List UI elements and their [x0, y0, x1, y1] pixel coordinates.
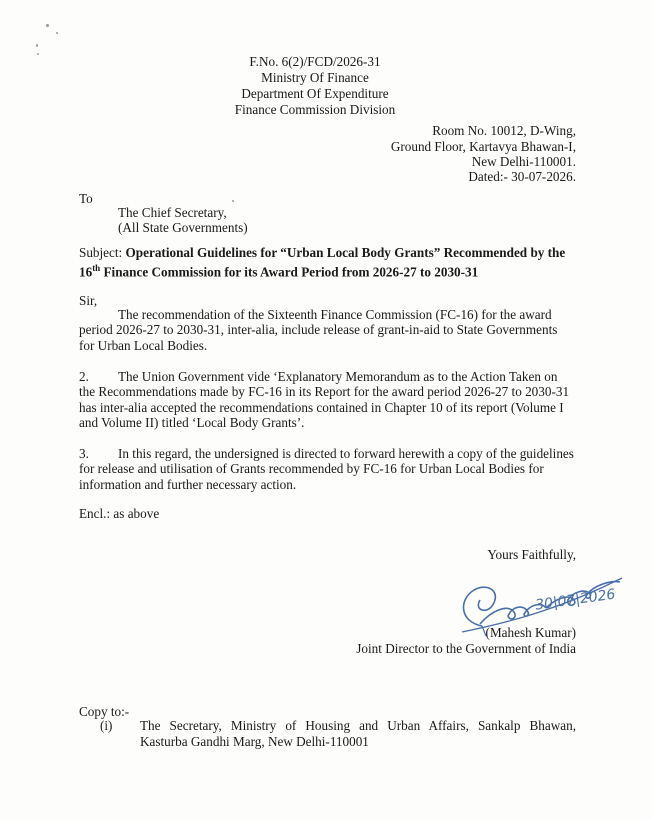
address-line: Ground Floor, Kartavya Bhawan-I,	[390, 139, 576, 154]
file-number: F.No. 6(2)/FCD/2026-31	[249, 54, 381, 69]
signatory-designation: Joint Director to the Government of India	[356, 641, 576, 656]
closing-phrase: Yours Faithfully,	[487, 547, 576, 562]
paragraph-line: period 2026-27 to 2030-31, inter-alia, include release of grant-in-aid to State Governments	[79, 322, 558, 337]
paragraph-line: has inter-alia accepted the recommendations contained in Chapter 10 of its report (Volume I	[79, 400, 564, 415]
paragraph-line: and Volume II) titled ‘Local Body Grants’.	[79, 415, 305, 430]
paragraph-number: 2.	[79, 369, 89, 384]
subject-line	[79, 245, 565, 261]
scan-speck	[36, 44, 38, 47]
subject-text-2: Finance Commission for its Award Period from 2026-27 to 2030-31	[100, 264, 479, 280]
recipient-sub: (All State Governments)	[118, 220, 248, 235]
subject-line-2	[79, 260, 478, 280]
paragraph-number: 3.	[79, 446, 89, 461]
recipient: The Chief Secretary,	[118, 205, 227, 220]
subject-ordinal-suffix: th	[92, 263, 101, 273]
paragraph-line: information and further necessary action.	[79, 477, 297, 492]
department-name: Department Of Expenditure	[241, 86, 389, 101]
letter-date: Dated:- 30-07-2026.	[468, 169, 576, 184]
subject-label: Subject:	[79, 245, 123, 260]
to-label: To	[79, 191, 93, 206]
subject-text: Operational Guidelines for “Urban Local Body Grants” Recommended by the	[125, 245, 566, 260]
paragraph-line: The Union Government vide ‘Explanatory Memorandum as to the Action Taken on	[118, 369, 558, 384]
paragraph-line: for Urban Local Bodies.	[79, 338, 208, 353]
division-name: Finance Commission Division	[234, 102, 396, 117]
address-line: New Delhi-110001.	[471, 154, 576, 169]
copy-to-label: Copy to:-	[79, 704, 130, 719]
paragraph-line: In this regard, the undersigned is directed to forward herewith a copy of the guidelines	[118, 446, 574, 461]
ministry-name: Ministry Of Finance	[261, 70, 369, 85]
scan-speck	[37, 53, 39, 55]
scan-speck	[56, 32, 58, 34]
scan-speck	[46, 24, 49, 27]
paragraph-line: The recommendation of the Sixteenth Finance Commission (FC-16) for the award	[118, 307, 552, 322]
scan-speck	[232, 200, 234, 202]
subject-ordinal: 16	[79, 264, 93, 280]
copy-to-number: (i)	[100, 718, 113, 733]
copy-to-line: The Secretary, Ministry of Housing and Urban Affairs, Sankalp Bhawan,	[140, 718, 576, 733]
address-line: Room No. 10012, D-Wing,	[432, 123, 576, 138]
enclosure-note: Encl.: as above	[79, 506, 160, 521]
paragraph-line: for release and utilisation of Grants recommended by FC-16 for Urban Local Bodies for	[79, 461, 544, 476]
copy-to-line: Kasturba Gandhi Marg, New Delhi-110001	[140, 734, 369, 749]
signatory-name: (Mahesh Kumar)	[485, 625, 576, 640]
paragraph-line: the Recommendations made by FC-16 in its Report for the award period 2026-27 to 2030-31	[79, 384, 570, 399]
salutation: Sir,	[79, 293, 98, 308]
handwritten-date: 30|07|2026	[534, 586, 617, 614]
